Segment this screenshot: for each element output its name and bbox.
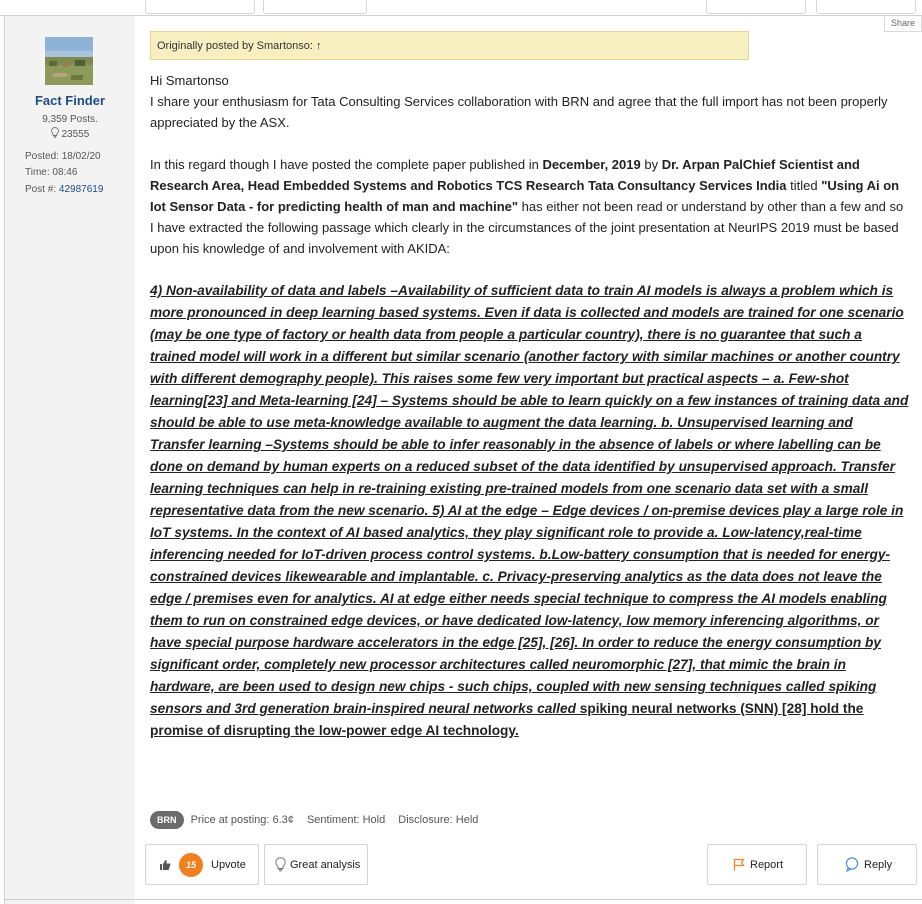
post-time: Time: 08:46 bbox=[25, 167, 78, 178]
author-name[interactable]: Fact Finder bbox=[34, 93, 106, 108]
sentiment: Sentiment: Hold bbox=[306, 813, 386, 826]
prev-post-button-stub[interactable] bbox=[263, 0, 367, 14]
prev-post-button-stub[interactable] bbox=[706, 0, 806, 14]
reply-button[interactable] bbox=[817, 844, 917, 885]
author-likes bbox=[5, 127, 135, 140]
post-divider bbox=[4, 899, 922, 900]
p2-paper-title: "Using Ai on Iot Sensor Data - for predicting health of man and machine" bbox=[150, 178, 900, 214]
disclosure: Disclosure: Held bbox=[398, 813, 479, 826]
p2-text: has either not been read or understand by other than a few and so I have extracted the following passage which clearly in the circumstances of the joint presentation at NeurIPS 2019 must be based upon his knowledge of and involvement with AKIDA: bbox=[150, 199, 904, 256]
p2-text: In this regard though I have posted the complete paper published in bbox=[150, 157, 543, 172]
author-likes-count: 23555 bbox=[61, 129, 90, 140]
p2-date: December, 2019 bbox=[542, 157, 641, 172]
great-analysis-button[interactable] bbox=[264, 844, 368, 885]
upvote-button[interactable] bbox=[145, 844, 259, 885]
avatar[interactable] bbox=[45, 37, 93, 85]
quote-header[interactable]: Originally posted by Smartonso: ↑ bbox=[150, 31, 749, 60]
thumbs-up-icon bbox=[159, 859, 171, 871]
prev-post-button-stub[interactable] bbox=[145, 0, 255, 14]
post-date: Posted: 18/02/20 bbox=[25, 151, 101, 162]
reply-icon bbox=[845, 857, 860, 872]
top-action-strip bbox=[0, 0, 922, 16]
extracted-passage bbox=[150, 280, 910, 742]
post-footer bbox=[150, 811, 488, 831]
p2-text: titled bbox=[786, 178, 822, 193]
paragraph-2 bbox=[150, 154, 910, 259]
post-number-link[interactable]: 42987619 bbox=[58, 184, 104, 195]
lightbulb-icon bbox=[275, 857, 286, 872]
author-post-count: 9,359 Posts. bbox=[42, 114, 98, 125]
upvote-label: Upvote bbox=[211, 858, 246, 871]
passage-plain: spiking neural networks (SNN) [28] hold the promise of disrupting the low-power edge AI technology. bbox=[150, 701, 864, 738]
author-sidebar bbox=[5, 16, 135, 904]
upvote-count: 15 bbox=[179, 853, 203, 877]
report-label: Report bbox=[750, 858, 784, 871]
lightbulb-icon bbox=[51, 127, 59, 138]
price-at-posting: Price at posting: 6.3¢ bbox=[190, 813, 294, 826]
report-button[interactable] bbox=[707, 844, 807, 885]
p2-text: by bbox=[640, 157, 662, 172]
p2-author: Dr. Arpan PalChief Scientist and Research Area, Head Embedded Systems and Robotics TCS Research Tata Consultancy Services India bbox=[150, 157, 860, 193]
post-number-label: Post #: bbox=[25, 184, 57, 195]
greeting: Hi Smartonso bbox=[150, 73, 229, 88]
reply-label: Reply bbox=[864, 858, 893, 871]
flag-icon bbox=[733, 858, 746, 871]
paragraph-1: I share your enthusiasm for Tata Consulting Services collaboration with BRN and agree that the full import has not been properly appreciated by the ASX. bbox=[150, 94, 888, 130]
share-button[interactable]: Share bbox=[884, 16, 922, 32]
ticker-badge[interactable]: BRN bbox=[150, 811, 184, 829]
prev-post-button-stub[interactable] bbox=[816, 0, 916, 14]
great-analysis-label: Great analysis bbox=[290, 858, 361, 871]
forum-post bbox=[4, 16, 922, 904]
passage-italic: 4) Non-availability of data and labels –Availability of sufficient data to train AI models is always a problem which is more pronounced in deep learning based systems. Even if data is collected and models are trained for one scenario (may be one type of factory or health data from people a particular country), there is no guarantee that such a trained model will work in a different but similar scenario (another factory with similar machines or another country with different demography people). This raises some few very important but practical aspects – a. Few-shot learning[23] and Meta-learning [24] – Systems should be able to learn quickly on a few instances of training data and should be able to use meta-knowledge available to augment the data learning. b. Unsupervised learning and Transfer learning –Systems should be able to infer reasonably in the absence of labels or where labelling can be done on demand by human experts on a reduced subset of the data identified by unsupervised approach. Transfer learning techniques can help in re-training existing pre-trained models from one scenario data set with a small representative data from the new scenario. 5) AI at the edge – Edge devices / on-premise devices play a large role in IoT systems. In the context of AI based analytics, they play significant role to provide a. Low-latency,real-time inferencing needed for IoT-driven process control systems. b.Low-battery consumption that is needed for energy-constrained devices likewearable and implantable. c. Privacy-preserving analytics as the data does not leave the edge / premises even for analytics. AI at edge either needs special technique to compress the AI models enabling them to run on constrained edge devices, or have dedicated low-latency, low memory inferencing algorithms, or have special purpose hardware accelerators in the edge [25], [26]. In order to reduce the energy consumption by significant order, completely new processor architectures called neuromorphic [27], that mimic the brain in hardware, are been used to design new chips - such chips, coupled with new sensing techniques called spiking sensors and 3rd generation brain-inspired neural networks called bbox=[150, 283, 909, 716]
post-number bbox=[25, 184, 103, 195]
